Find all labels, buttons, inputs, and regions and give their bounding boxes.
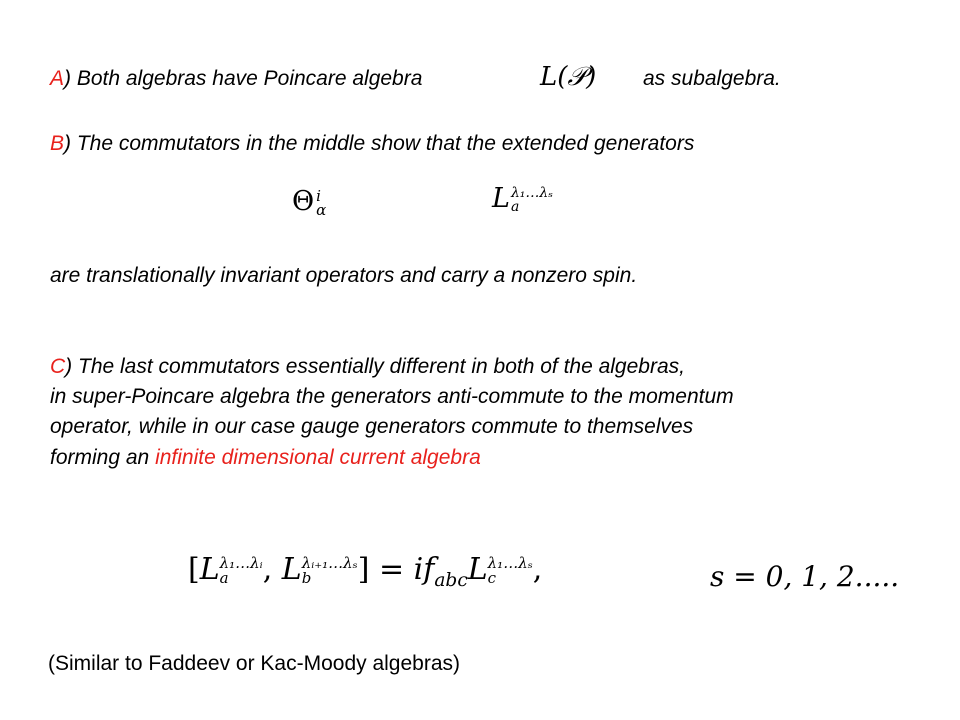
current-algebra-formula [188, 552, 543, 591]
point-c-line-3: operator, while in our case gauge generators commute to themselves [50, 415, 694, 438]
formula-f-sub: abc [434, 570, 468, 591]
point-a-letter: A [50, 67, 65, 90]
point-b [50, 131, 694, 157]
formula-bracket-open: [ [188, 552, 200, 587]
point-c-letter: C [50, 355, 66, 378]
l-generator-symbol [492, 183, 553, 214]
formula-comma: , [262, 552, 282, 587]
formula-l2: L [281, 552, 302, 587]
point-c-line-4 [50, 445, 481, 471]
theta-generator-symbol [292, 186, 326, 217]
point-b-text: ) The commutators in the middle show that the extended generators [64, 132, 695, 155]
formula-l3-sup: λ₁…λₛ [487, 554, 533, 572]
poincare-algebra-symbol: L(𝒫) [540, 62, 597, 92]
l-superscript: λ₁…λₛ [510, 184, 554, 201]
theta-superscript: i [316, 186, 321, 205]
l-subscript: a [510, 198, 520, 215]
point-a-tail: as subalgebra. [643, 67, 781, 90]
formula-l1-sub: a [219, 569, 229, 587]
point-a [50, 66, 422, 92]
point-c-line-2: in super-Poincare algebra the generators anti-commute to the momentum [50, 385, 734, 408]
theta-subscript: α [316, 200, 327, 219]
formula-l1-sup: λ₁…λᵢ [219, 554, 263, 572]
formula-bracket-close: ] = [357, 552, 414, 587]
formula-trailing-comma: , [532, 552, 543, 587]
similarity-caption: (Similar to Faddeev or Kac-Moody algebras) [48, 652, 461, 675]
formula-l2-sup: λᵢ₊₁…λₛ [301, 554, 358, 572]
point-c-line-1 [50, 354, 685, 380]
point-b-line-2: are translationally invariant operators and carry a nonzero spin. [50, 264, 638, 287]
formula-s-range: s = 0, 1, 2..... [710, 560, 900, 593]
l-symbol: L [492, 183, 510, 214]
point-c-text: ) The last commutators essentially different in both of the algebras, [65, 355, 685, 378]
current-algebra-highlight: infinite dimensional current algebra [155, 446, 481, 469]
point-c-line-4-text: forming an [50, 446, 156, 469]
formula-l2-sub: b [301, 569, 312, 587]
formula-i: i [413, 552, 424, 587]
point-a-text: ) Both algebras have Poincare algebra [64, 67, 423, 90]
theta-symbol: Θ [292, 186, 315, 217]
formula-l3: L [467, 552, 488, 587]
formula-l1: L [199, 552, 220, 587]
point-b-letter: B [50, 132, 65, 155]
formula-l3-sub: c [487, 569, 497, 587]
formula-f: f [423, 552, 435, 587]
